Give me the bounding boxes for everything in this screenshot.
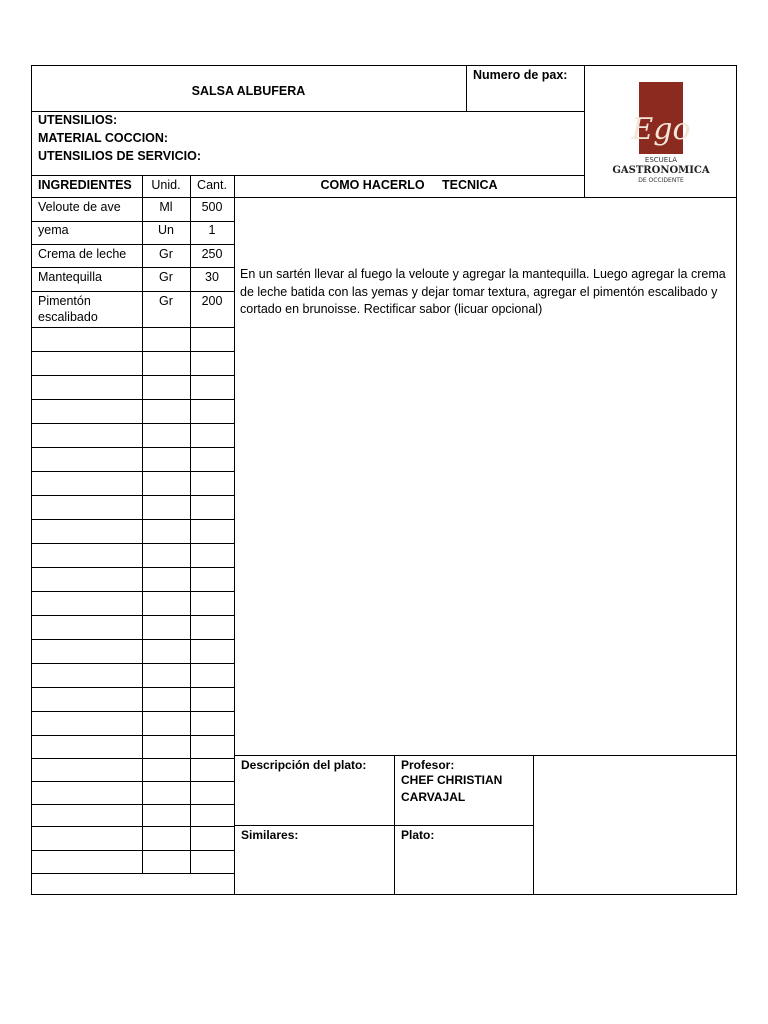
row-line: [31, 351, 234, 352]
ingredient-name: Pimentón escalibado: [38, 294, 98, 324]
logo-divider: [584, 65, 585, 198]
row-line: [31, 375, 234, 376]
table-header-top: [31, 197, 737, 198]
footer-mid: [234, 825, 534, 826]
row-line: [31, 850, 234, 851]
descripcion-label: Descripción del plato:: [241, 758, 367, 772]
row-line: [31, 519, 234, 520]
row-line: [31, 327, 234, 328]
row-line: [31, 591, 234, 592]
school-logo: [612, 81, 710, 194]
row-line: [31, 735, 234, 736]
row-line: [31, 873, 234, 874]
ingredient-name: Veloute de ave: [38, 200, 121, 214]
material-coccion-label: MATERIAL COCCION:: [38, 131, 169, 145]
ingredient-unit: Gr: [159, 247, 173, 261]
utensils-divider: [31, 175, 584, 176]
plato-label: Plato:: [401, 828, 435, 842]
row-line: [31, 711, 234, 712]
col-como-hacerlo: COMO HACERLO TECNICA: [320, 178, 498, 192]
row-line: [31, 615, 234, 616]
row-line: [31, 291, 234, 292]
row-line: [31, 495, 234, 496]
ingredient-qty: 200: [201, 294, 223, 308]
row-line: [31, 399, 234, 400]
similares-label: Similares:: [241, 828, 299, 842]
row-line: [31, 567, 234, 568]
logo-mark: Ego: [631, 112, 691, 147]
row-line: [31, 244, 234, 245]
profesor-label: Profesor:: [401, 758, 455, 772]
utensilios-servicio-label: UTENSILIOS DE SERVICIO:: [38, 149, 201, 163]
col-ingredientes: INGREDIENTES: [38, 178, 132, 192]
recipe-title: SALSA ALBUFERA: [191, 84, 306, 98]
header-divider: [466, 65, 467, 112]
col-cant: Cant.: [197, 178, 227, 192]
recipe-sheet: [31, 65, 737, 895]
logo-line1: ESCUELA: [644, 156, 678, 164]
row-line: [31, 447, 234, 448]
footer-top: [234, 755, 737, 756]
ingredient-qty: 30: [205, 270, 219, 284]
row-line: [31, 423, 234, 424]
ingredient-qty: 1: [208, 223, 216, 237]
utensilios-label: UTENSILIOS:: [38, 113, 118, 127]
col-unid: Unid.: [151, 178, 181, 192]
row-line: [31, 543, 234, 544]
row-line: [31, 471, 234, 472]
ingredient-unit: Gr: [159, 270, 173, 284]
ingredient-name: Crema de leche: [38, 247, 127, 261]
row-line: [31, 639, 234, 640]
row-line: [31, 781, 234, 782]
col-line-method: [234, 175, 235, 895]
ingredient-qty: 250: [201, 247, 223, 261]
row-line: [31, 804, 234, 805]
ingredient-name: Mantequilla: [38, 270, 102, 284]
row-line: [31, 687, 234, 688]
ingredient-unit: Ml: [159, 200, 173, 214]
row-line: [31, 758, 234, 759]
row-line: [31, 826, 234, 827]
ingredient-name: yema: [38, 223, 69, 237]
method-text: En un sartén llevar al fuego la veloute y agregar la mantequilla. Luego agregar la crema de leche batida con las yemas y dejar tomar textura, agregar el pimentón escalibado y cortado en brunoisse. Rectificar sabor (licuar opcional): [240, 267, 726, 316]
row-line: [31, 663, 234, 664]
ingredient-unit: Un: [158, 223, 174, 237]
row-line: [31, 267, 234, 268]
logo-emblem: [612, 81, 710, 189]
ingredient-unit: Gr: [159, 294, 173, 308]
logo-line3: DE OCCIDENTE: [638, 177, 684, 184]
logo-line2: GASTRONOMICA: [612, 165, 710, 176]
ingredient-qty: 500: [201, 200, 223, 214]
profesor-name: CHEF CHRISTIAN CARVAJAL: [401, 773, 503, 804]
pax-label: Numero de pax:: [473, 68, 568, 82]
